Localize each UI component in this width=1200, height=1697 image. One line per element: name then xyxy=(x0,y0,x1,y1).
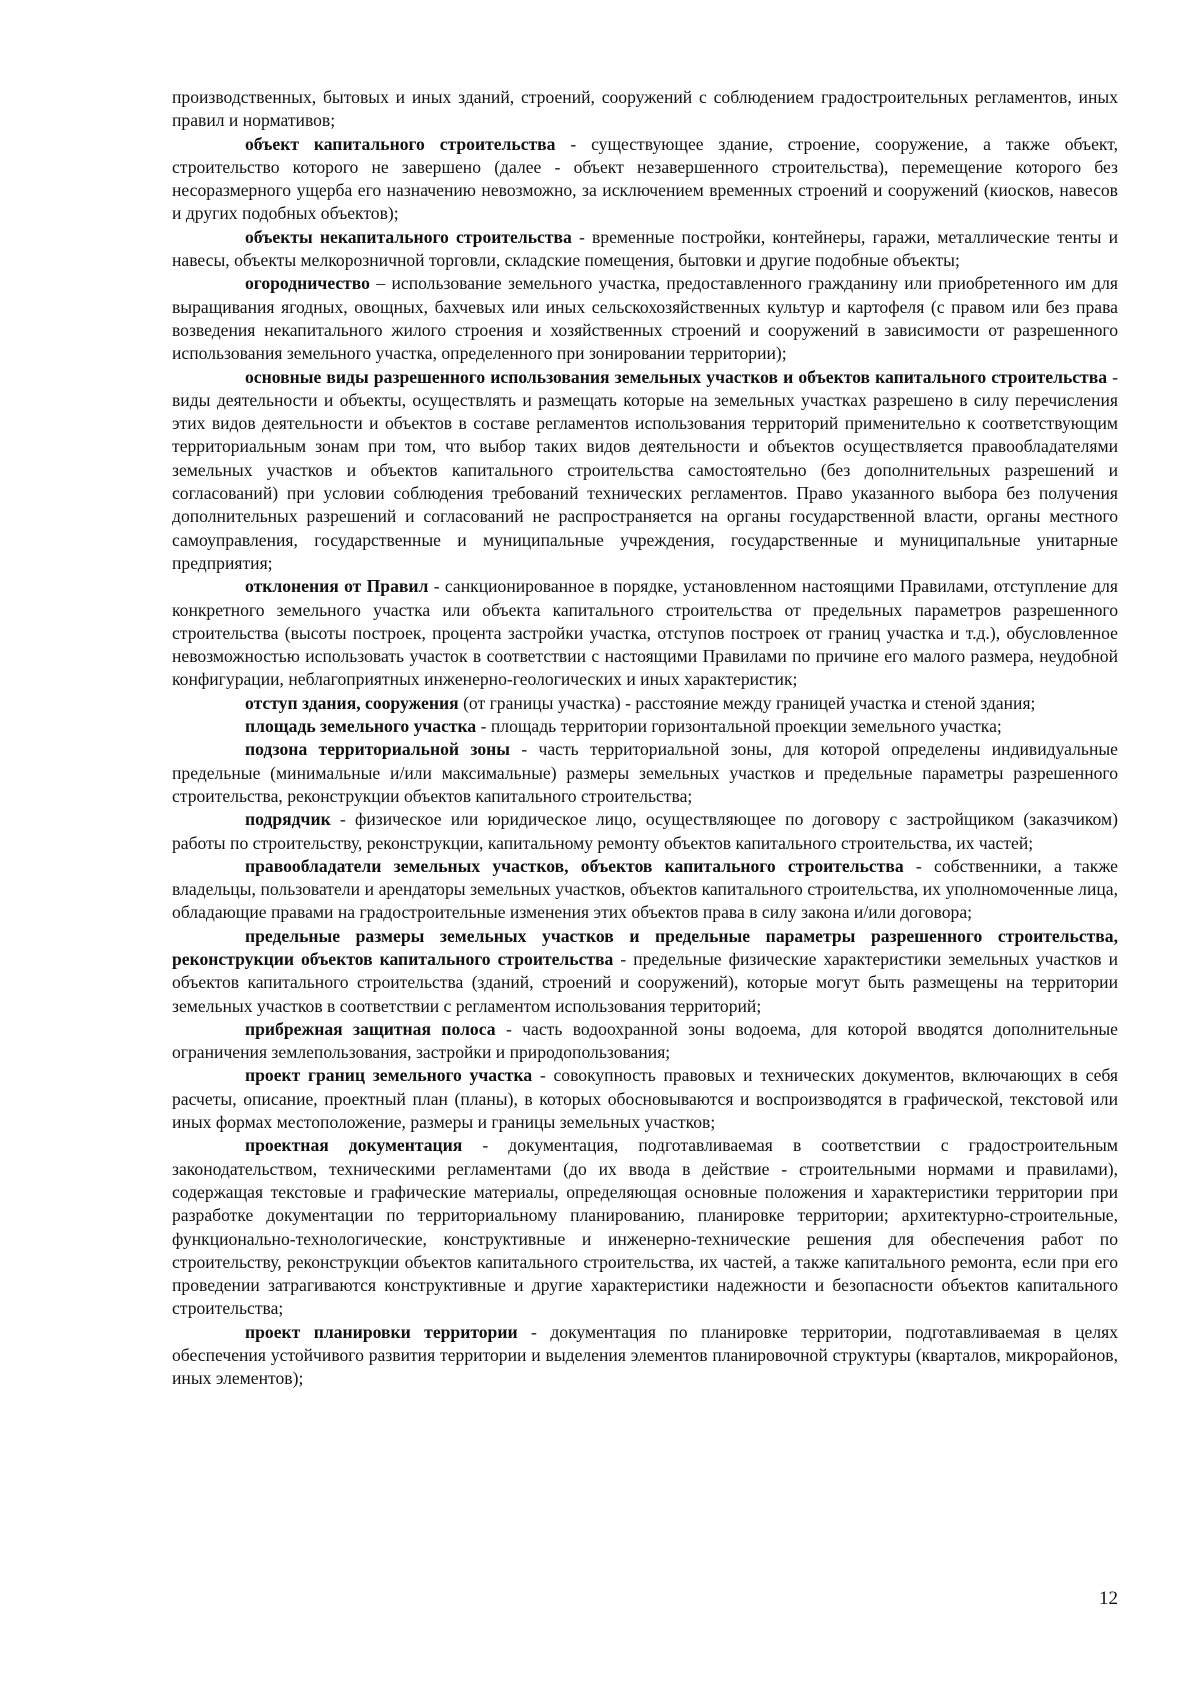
definition-term: подзона территориальной зоны xyxy=(245,739,511,760)
paragraph-text: производственных, бытовых и иных зданий, строений, сооружений с соблюдением градостроительных регламентов, иных правил и нормативов; xyxy=(172,87,1118,131)
definition-paragraph xyxy=(172,272,1118,365)
definition-paragraph xyxy=(172,226,1118,273)
definition-text: - документация, подготавливаемая в соответствии с градостроительным законодательством, техническими регламентами (до их ввода в действие - строительными нормами и правилами), содержащая текстовые и графические материалы, определяющая основные положения и характеристики территории при разработке документации по территориальному планированию, планировке территории; архитектурно-строительные, функционально-технологические, конструктивные и инженерно-технические решения для обеспечения работ по строительству, реконструкции объектов капитального строительства, их частей, а также капитального ремонта, если при его проведении затрагиваются конструктивные и другие характеристики надежности и безопасности объектов капитального строительства; xyxy=(172,1135,1118,1319)
definition-term: предельные размеры земельных участков и предельные параметры разрешенного строительства, реконструкции объектов капитального строительства xyxy=(172,925,1118,969)
definition-text: - документация по планировке территории, подготавливаемая в целях обеспечения устойчивого развития территории и выделения элементов планировочной структуры (кварталов, микрорайонов, иных элементов); xyxy=(172,1321,1118,1389)
definition-term: проект границ земельного участка xyxy=(245,1065,533,1086)
definition-term: проект планировки территории xyxy=(245,1321,518,1342)
definition-text: - существующее здание, строение, сооружение, а также объект, строительство которого не завершено (далее - объект незавершенного строительства), перемещение которого без несоразмерного ущерба его назначению невозможно, за исключением временных строений и сооружений (киосков, навесов и других подобных объектов); xyxy=(172,133,1118,224)
definition-term: отклонения от Правил xyxy=(245,576,429,597)
definition-paragraph xyxy=(172,855,1118,925)
definition-paragraph xyxy=(172,1321,1118,1391)
paragraph-continuation xyxy=(172,86,1118,133)
definition-text: - временные постройки, контейнеры, гаражи, металлические тенты и навесы, объекты мелкорозничной торговли, складские помещения, бытовки и другие подобные объекты; xyxy=(172,226,1119,271)
definition-text: - совокупность правовых и технических документов, включающих в себя расчеты, описание, проектный план (планы), в которых обосновываются и воспроизводятся в графической, текстовой или иных формах местоположение, размеры и границы земельных участков; xyxy=(172,1065,1119,1133)
definition-term: подрядчик xyxy=(245,809,331,830)
definition-text: - собственники, а также владельцы, пользователи и арендаторы земельных участков, объектов капитального строительства, их уполномоченные лица, обладающие правами на градостроительные изменения этих объектов права в силу закона и/или договора; xyxy=(172,855,1118,923)
definition-text: (от границы участка) - расстояние между границей участка и стеной здания; xyxy=(458,692,1036,713)
definition-term: объекты некапитального строительства xyxy=(245,226,572,247)
definition-paragraph xyxy=(172,575,1118,691)
definition-term: прибрежная защитная полоса xyxy=(245,1018,496,1039)
definition-text: – использование земельного участка, предоставленного гражданину или приобретенного им для выращивания ягодных, овощных, бахчевых или иных сельскохозяйственных культур и картофеля (с правом или без права возведения некапитального жилого строения и хозяйственных строений и сооружений в зависимости от разрешенного использования земельного участка, определенного при зонировании территории); xyxy=(172,273,1118,364)
definition-term: отступ здания, сооружения xyxy=(245,692,459,713)
definition-term: правообладатели земельных участков, объектов капитального строительства xyxy=(245,855,904,876)
definition-paragraph xyxy=(172,1064,1118,1134)
definition-paragraph xyxy=(172,715,1118,738)
document-body xyxy=(172,86,1118,1391)
definition-text: - часть территориальной зоны, для которой определены индивидуальные предельные (минимальные и/или максимальные) размеры земельных участков и предельные параметры разрешенного строительства, реконструкции объектов капитального строительства; xyxy=(172,739,1118,806)
definition-paragraph xyxy=(172,738,1118,808)
definition-text: - часть водоохранной зоны водоема, для которой вводятся дополнительные ограничения землепользования, застройки и природопользования; xyxy=(172,1018,1118,1063)
definition-paragraph xyxy=(172,692,1118,715)
definition-term: проектная документация xyxy=(245,1135,463,1156)
definition-paragraph xyxy=(172,808,1118,855)
definition-term: основные виды разрешенного использования земельных участков и объектов капитального строительства xyxy=(245,366,1107,387)
definition-text: - физическое или юридическое лицо, осуществляющее по договору с застройщиком (заказчиком) работы по строительству, реконструкции, капитальному ремонту объектов капитального строительства, их частей; xyxy=(172,809,1118,853)
definition-term: площадь земельного участка xyxy=(245,716,477,737)
definition-text: - виды деятельности и объекты, осуществлять и размещать которые на земельных участках разрешено в силу перечисления этих видов деятельности и объектов в составе регламентов использования территорий применительно к соответствующим территориальным зонам при том, что выбор таких видов деятельности и объектов осуществляется правообладателями земельных участков и объектов капитального строительства самостоятельно (без дополнительных разрешений и согласований) при условии соблюдения требований технических регламентов. Право указанного выбора без получения дополнительных разрешений и согласований не распространяется на органы государственной власти, органы местного самоуправления, государственные и муниципальные учреждения, государственные и муниципальные унитарные предприятия; xyxy=(172,366,1118,573)
definition-paragraph xyxy=(172,133,1118,226)
definition-paragraph xyxy=(172,366,1118,576)
definition-paragraph xyxy=(172,925,1118,1018)
definition-paragraph xyxy=(172,1134,1118,1320)
definition-text: - санкционированное в порядке, установленном настоящими Правилами, отступление для конкретного земельного участка или объекта капитального строительства от предельных параметров разрешенного строительства (высоты построек, процента застройки участка, отступов построек от границ участка и т.д.), обусловленное невозможностью использовать участок в соответствии с настоящими Правилами по причине его малого размера, неудобной конфигурации, неблагоприятных инженерно-геологических и иных характеристик; xyxy=(172,576,1118,690)
page-number: 12 xyxy=(1099,1588,1118,1609)
definition-term: объект капитального строительства xyxy=(245,133,556,154)
definition-text: - предельные физические характеристики земельных участков и объектов капитального строительства (зданий, строений и сооружений), которые могут быть размещены на территории земельных участков в соответствии с регламентом использования территорий; xyxy=(172,948,1118,1016)
definition-paragraph xyxy=(172,1018,1118,1065)
definition-text: - площадь территории горизонтальной проекции земельного участка; xyxy=(476,716,1002,737)
definition-term: огородничество xyxy=(245,273,370,294)
